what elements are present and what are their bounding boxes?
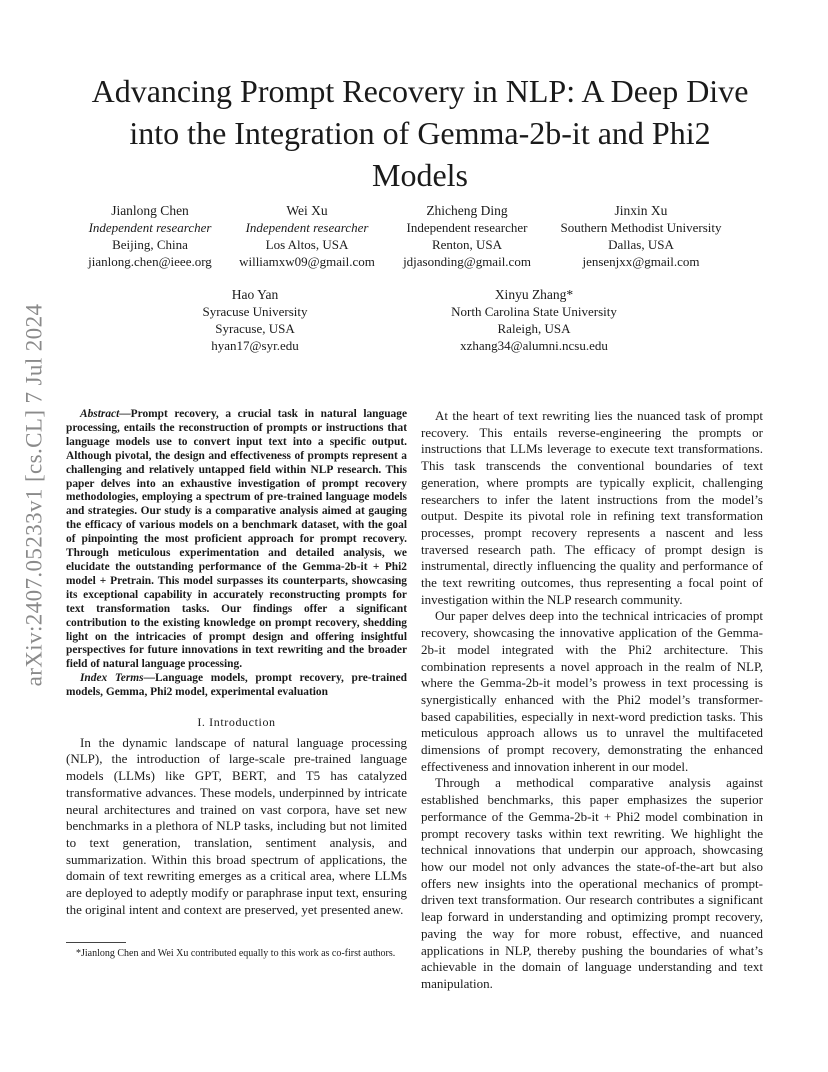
author-email: jensenjxx@gmail.com [582, 254, 700, 269]
author-name: Zhicheng Ding [426, 203, 508, 218]
author-email: jdjasonding@gmail.com [403, 254, 531, 269]
author-location: Los Altos, USA [265, 237, 349, 252]
body-paragraph: In the dynamic landscape of natural language processing (NLP), the introduction of large-scale pre-trained language models (LLMs) like GPT, BERT, and T5 has catalyzed transformative advances. These models, underpinned by intricate neural architectures and trained on vast corpora, have set new benchmarks in a plethora of NLP tasks, including but not limited to text generation, translation, sentiment analysis, and summarization. Within this broad spectrum of applications, the domain of text rewriting emerges as a critical area, where LLMs are deployed to adeptly modify or paraphrase input text, ensuring the original intent and context are preserved, yet presented anew. [66, 734, 407, 917]
right-column [421, 408, 763, 993]
author-location: Beijing, China [112, 237, 188, 252]
author-block [434, 286, 634, 354]
author-block [80, 202, 220, 270]
abstract-label: Abstract [80, 408, 120, 420]
author-email: williamxw09@gmail.com [239, 254, 375, 269]
body-paragraph: At the heart of text rewriting lies the nuanced task of prompt recovery. This entails reverse-engineering the prompts or instructions that LLMs leverage to execute text transformations. This task transcends the conventional boundaries of text generation, where prompts are typically explicit, challenging researchers to infer the latent instructions from the model’s output. Despite its pivotal role in refining text transformation processes, prompt recovery represents a nascent and less traversed research path. The efficacy of prompt design is instrumental, directly influencing the quality and performance of the text rewriting outcomes, thus representing a focal point of investigation within the NLP research community. [421, 408, 763, 607]
author-affiliation: North Carolina State University [451, 304, 617, 319]
author-location: Syracuse, USA [215, 321, 295, 336]
left-column [66, 408, 407, 918]
footnote: *Jianlong Chen and Wei Xu contributed equally to this work as co-first authors. [76, 948, 396, 959]
arxiv-identifier [16, 305, 52, 685]
author-name: Wei Xu [286, 203, 328, 218]
title-line: Advancing Prompt Recovery in NLP: A Deep Dive [91, 73, 749, 109]
author-affiliation: Independent researcher [88, 220, 212, 235]
author-name: Hao Yan [231, 287, 279, 302]
author-block [391, 202, 543, 270]
author-affiliation: Independent researcher [406, 220, 528, 235]
author-block [180, 286, 330, 354]
author-email: xzhang34@alumni.ncsu.edu [460, 338, 608, 353]
author-location: Dallas, USA [608, 237, 674, 252]
author-name: Jinxin Xu [614, 203, 668, 218]
author-affiliation: Southern Methodist University [560, 220, 722, 235]
author-affiliation: Syracuse University [202, 304, 308, 319]
index-terms-text: —Language models, prompt recovery, pre-trained models, Gemma, Phi2 model, experimental evaluation [66, 672, 407, 699]
paper-title [60, 70, 780, 196]
abstract-text: —Prompt recovery, a crucial task in natural language processing, entails the reconstruction of prompts or instructions that language models use to convert input text into a specific output. Although pivotal, the design and effectiveness of prompts represent a challenging and relatively untapped field within NLP research. This paper delves into an exhaustive investigation of prompt recovery methodologies, employing a spectrum of pre-trained language models and strategies. Our study is a comparative analysis aimed at gauging the efficacy of various models on a benchmark dataset, with the goal of pinpointing the most proficient approach for prompt recovery. Through meticulous experimentation and detailed analysis, we elucidate the outstanding performance of the Gemma-2b-it + Phi2 model + Pretrain. This model surpasses its counterparts, showcasing its exceptional capability in accurately reconstructing prompts for text transformation tasks. Our findings offer a significant contribution to the existing knowledge on prompt recovery, shedding light on the intricacies of prompt design and offering insightful perspectives for future innovations in text rewriting and the broader field of natural language processing. [66, 408, 407, 671]
author-name: Jianlong Chen [111, 203, 189, 218]
body-paragraph: Through a methodical comparative analysis against established benchmarks, this paper emphasizes the superior performance of the Gemma-2b-it + Phi2 model combination in prompt recovery tasks within text rewriting. We highlight the technical innovations that underpin our approach, showcasing how our model not only advances the state-of-the-art but also offers new insights into the operational mechanics of prompt-driven text transformation. Our research contributes a significant leap forward in understanding and optimizing prompt recovery, paving the way for more robust, effective, and nuanced applications in NLP, thereby pushing the boundaries of what’s achievable in the domain of language understanding and text manipulation. [421, 775, 763, 991]
author-location: Renton, USA [431, 237, 503, 252]
author-email: hyan17@syr.edu [211, 338, 299, 353]
author-name: Xinyu Zhang* [494, 287, 574, 302]
author-location: Raleigh, USA [497, 321, 571, 336]
footnote-rule [66, 942, 126, 943]
author-affiliation: Independent researcher [245, 220, 369, 235]
section-heading: I. Introduction [197, 715, 276, 730]
arxiv-identifier-text: arXiv:2407.05233v1 [cs.CL] 7 Jul 2024 [21, 303, 46, 687]
body-paragraph: Our paper delves deep into the technical intricacies of prompt recovery, showcasing the innovative application of the Gemma-2b-it model integrated with the Phi2 architecture. This combination represents a novel approach in the realm of NLP, where the Gemma-2b-it model’s prowess in text processing is synergistically enhanced with the Phi2 model’s transformer-based capabilities, especially in next-word prediction tasks. This meticulous approach allows us to unravel the multifaceted dimensions of prompt recovery, demonstrating the enhanced effectiveness and innovation inherent in our model. [421, 608, 763, 774]
title-line: into the Integration of Gemma-2b-it and Phi2 [129, 115, 711, 151]
author-block [548, 202, 734, 270]
title-line: Models [372, 157, 468, 193]
author-block [229, 202, 385, 270]
abstract [66, 408, 407, 672]
author-email: jianlong.chen@ieee.org [88, 254, 212, 269]
index-terms [66, 672, 407, 700]
index-terms-label: Index Terms [80, 672, 144, 685]
